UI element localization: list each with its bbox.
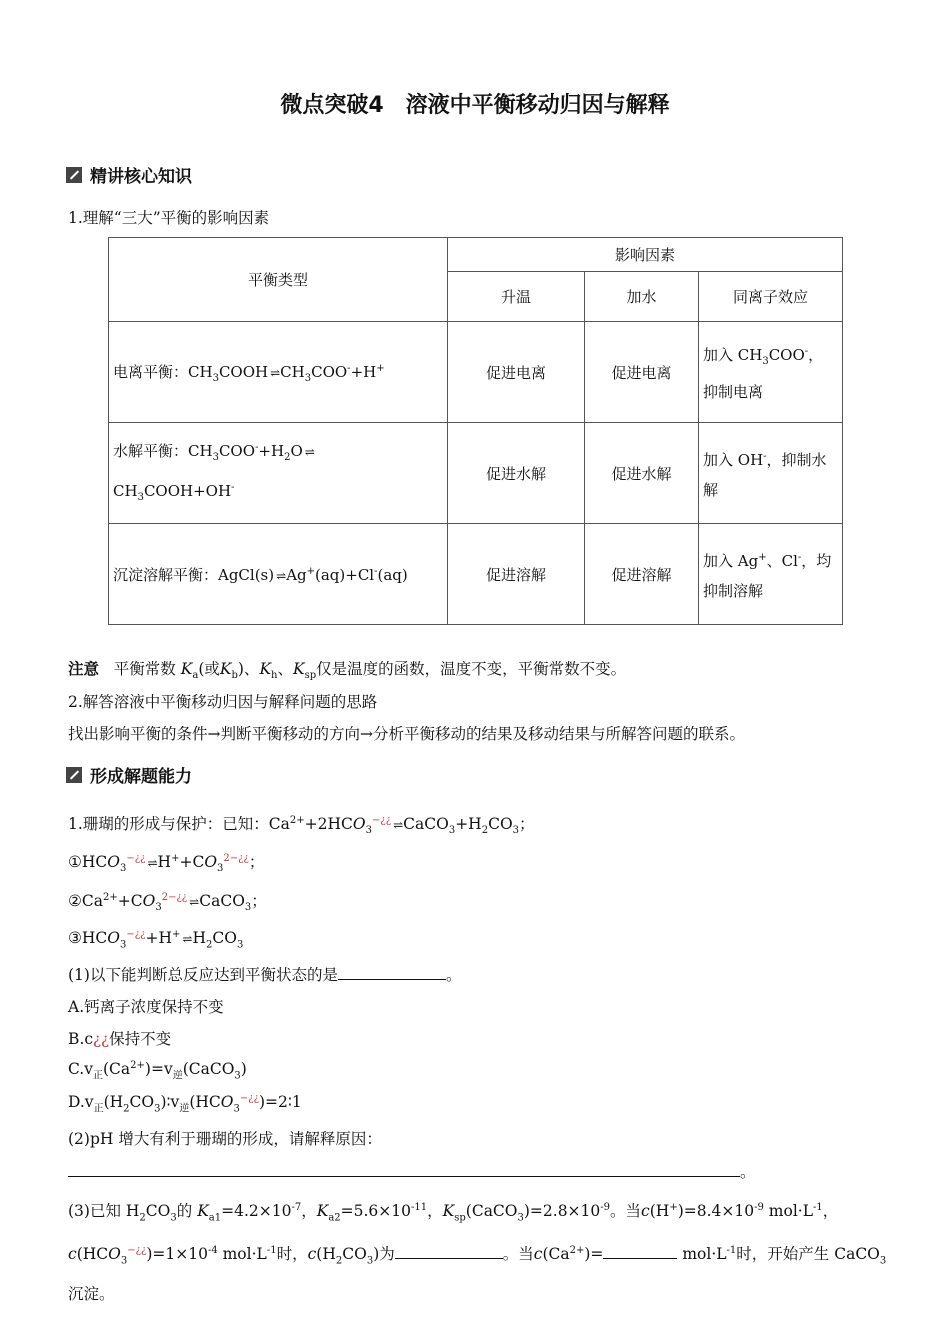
equation-1: $①HCO_3^{-¿¿}$ ⇌ $H^++CO_3^{2-¿¿}$； [68,852,265,875]
question-1-intro: 1.珊瑚的形成与保护：已知：$Ca^{2+}+2HCO_3^{-¿¿}$ ⇌ $CaCO_3+H_2CO_3$； [68,814,535,837]
equilibrium-table [108,237,843,625]
equilibrium-arrow-icon: ⇌ [270,365,279,380]
page-title: 微点突破4 溶液中平衡移动归因与解释 [280,93,670,118]
equation-3: $③HCO_3^{-¿¿}+H^+$ ⇌ $H_2CO_3$ [68,929,244,951]
equilibrium-arrow-icon: ⇌ [182,932,191,947]
row3-type: 沉淀溶解平衡：AgCl(s) ⇌ Ag+(aq)+Cl-(aq) [109,524,448,625]
section-title: 精讲核心知识 [90,167,192,187]
row1-heat: 促进电离 [448,322,585,423]
row2-water: 促进水解 [585,423,699,524]
equation-2: $②Ca^{2+}+CO_3^{2-¿¿}$ ⇌ CaCO$_3$； [68,891,267,914]
equilibrium-arrow-icon: ⇌ [189,895,198,909]
row1-ion: 加入 $CH_3COO^-$， 抑制电离 [699,322,843,423]
equilibrium-arrow-icon: ⇌ [276,568,285,583]
row2-ion: 加入 OH-，抑制水 解 [699,423,843,524]
answer-blank-1[interactable] [338,965,446,980]
note: 注意 平衡常数 $K_a$(或$K_b$)、$K_h$、$K_{sp}$仅是温度的函数，温度不变，平衡常数不变。 [68,660,627,682]
answer-blank-3[interactable] [395,1244,503,1259]
heading-2: 2.解答溶液中平衡移动归因与解释问题的思路 [68,693,378,711]
option-a: A.钙离子浓度保持不变 [68,998,224,1016]
sub-question-1: (1)以下能判断总反应达到平衡状态的是 。 [68,966,462,984]
equilibrium-arrow-icon: ⇌ [304,445,313,459]
header-type: 平衡类型 [109,238,448,322]
equilibrium-arrow-icon: ⇌ [147,856,156,870]
heading-1: 1.理解“三大”平衡的影响因素 [68,209,270,227]
option-b: B.c¿¿保持不变 [68,1030,172,1048]
sub-question-3: (3)已知 $H_2CO_3$的 $K_{a1}=4.2\times 10^{-7}$，$K_{a2}=5.6\times 10^{-11}$，$K_{sp}(CaCO_3)=2.8\times 10^{-9}$。当$c(H^+)=8.4\times 10^{-9}$ $mol\cdot L^{-1}$，$c(HCO_3^{-¿¿})=1\times 10^{-4}$ $mol\cdot L^{-1}$时，$c(H_2CO_3)$为 。当$c(Ca^{2+})= mol\cdot L^{-1}$时，开始产生 CaCO$_3$ 沉淀。 [68,1202,887,1303]
thinking-path: 找出影响平衡的条件→判断平衡移动的方向→分析平衡移动的结果及移动结果与所解答问题的联系。 [68,725,745,743]
section-title: 形成解题能力 [90,767,192,787]
row2-type: 水解平衡：$CH_3COO^-+H_2O$ ⇌ $CH_3COOH+OH^-$ [109,423,448,524]
option-c: $C.v_正(Ca^{2+})=v_逆(CaCO_3)$ [68,1060,247,1082]
header-water: 加水 [585,272,699,322]
answer-line-2: 。 [68,1160,756,1182]
header-heat: 升温 [448,272,585,322]
row1-water: 促进电离 [585,322,699,423]
option-d: $D.v_正(H_2CO_3)∶v_逆(HCO_3^{-¿¿})=2∶1$ [68,1093,302,1115]
sub-question-2: (2)pH 增大有利于珊瑚的形成，请解释原因： [68,1130,382,1148]
section-header-knowledge [66,162,192,187]
pencil-icon [66,167,82,183]
row1-type: 电离平衡：$CH_3COOH$ ⇌ $CH_3COO^-+H^+$ [109,322,448,423]
header-ion: 同离子效应 [699,272,843,322]
section-header-ability [66,762,192,787]
answer-blank-2[interactable] [68,1162,740,1177]
answer-blank-4[interactable] [603,1244,677,1259]
row3-ion: 加入 Ag+、Cl-，均 抑制溶解 [699,524,843,625]
row3-water: 促进溶解 [585,524,699,625]
row3-heat: 促进溶解 [448,524,585,625]
header-factor: 影响因素 [448,238,843,272]
pencil-icon [66,767,82,783]
row2-heat: 促进水解 [448,423,585,524]
equilibrium-arrow-icon: ⇌ [393,818,402,832]
